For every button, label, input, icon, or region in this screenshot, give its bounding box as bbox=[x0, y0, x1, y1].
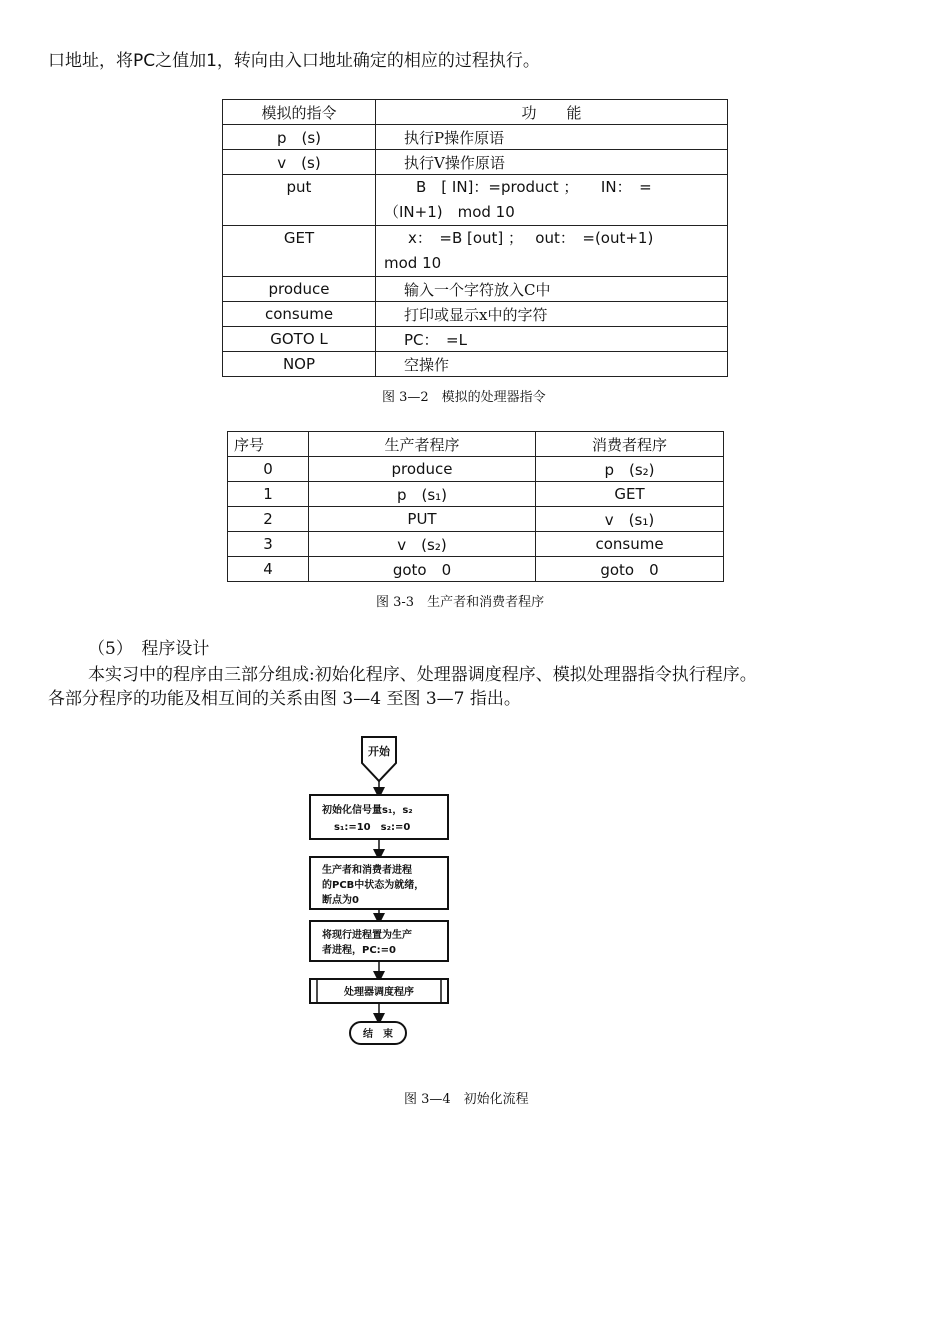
header-cell: 生产者程序 bbox=[309, 432, 536, 457]
table-row bbox=[223, 175, 728, 226]
desc-line: mod 10 bbox=[384, 254, 442, 272]
producer-cell: goto 0 bbox=[309, 557, 536, 582]
cmd-cell: GET bbox=[223, 226, 376, 277]
pcb-init-box bbox=[310, 857, 448, 909]
index-cell: 2 bbox=[228, 507, 309, 532]
end-label: 结 束 bbox=[363, 1029, 393, 1040]
header-cell: 序号 bbox=[228, 432, 309, 457]
table-row bbox=[228, 482, 724, 507]
table-row bbox=[223, 125, 728, 150]
header-cell: 消费者程序 bbox=[536, 432, 724, 457]
table-row bbox=[223, 277, 728, 302]
init-semaphore-box bbox=[310, 795, 448, 839]
producer-cell: produce bbox=[309, 457, 536, 482]
current-process-box bbox=[310, 921, 448, 961]
consumer-cell: consume bbox=[536, 532, 724, 557]
table-row bbox=[228, 532, 724, 557]
cmd-cell: NOP bbox=[223, 352, 376, 377]
desc-cell: 执行P操作原语 bbox=[376, 125, 728, 150]
paragraph-line: 本实习中的程序由三部分组成:初始化程序、处理器调度程序、模拟处理器指令执行程序。 bbox=[88, 665, 757, 685]
cmd-cell: GOTO L bbox=[223, 327, 376, 352]
desc-line: （IN+1) mod 10 bbox=[384, 203, 515, 221]
desc-cell: 执行V操作原语 bbox=[376, 150, 728, 175]
table-row bbox=[223, 327, 728, 352]
table-row bbox=[223, 302, 728, 327]
index-cell: 3 bbox=[228, 532, 309, 557]
cmd-cell: p (s) bbox=[223, 125, 376, 150]
table-header-row bbox=[223, 100, 728, 125]
producer-cell: PUT bbox=[309, 507, 536, 532]
box-text: 生产者和消费者进程 bbox=[322, 865, 412, 876]
desc-line: x： =B [out] ； out： =(out+1) bbox=[408, 229, 654, 247]
cmd-cell: consume bbox=[223, 302, 376, 327]
header-cell: 功 能 bbox=[376, 100, 728, 125]
producer-consumer-table bbox=[227, 431, 724, 582]
consumer-cell: goto 0 bbox=[536, 557, 724, 582]
paragraph-line: 各部分程序的功能及相互间的关系由图 3—4 至图 3—7 指出。 bbox=[48, 689, 521, 709]
desc-cell: 输入一个字符放入C中 bbox=[376, 277, 728, 302]
index-cell: 1 bbox=[228, 482, 309, 507]
table-row bbox=[228, 557, 724, 582]
desc-cell: 空操作 bbox=[376, 352, 728, 377]
cmd-cell: put bbox=[223, 175, 376, 226]
table-header-row bbox=[228, 432, 724, 457]
init-flowchart bbox=[300, 733, 460, 1049]
intro-line: 口地址，将PC之值加1，转向由入口地址确定的相应的过程执行。 bbox=[48, 51, 540, 71]
desc-cell bbox=[376, 175, 728, 226]
desc-line: B [ IN]：=product ； IN： = bbox=[416, 178, 652, 196]
consumer-cell: p (s₂) bbox=[536, 457, 724, 482]
table-row bbox=[228, 457, 724, 482]
consumer-cell: GET bbox=[536, 482, 724, 507]
cmd-cell: v (s) bbox=[223, 150, 376, 175]
box-text: 者进程，PC:=0 bbox=[322, 945, 397, 956]
scheduler-box bbox=[310, 979, 448, 1003]
start-label: 开始 bbox=[368, 745, 390, 758]
box-text: 的PCB中状态为就绪， bbox=[322, 880, 425, 891]
desc-cell bbox=[376, 226, 728, 277]
table1-caption: 图 3—2 模拟的处理器指令 bbox=[382, 390, 546, 405]
table-row bbox=[228, 507, 724, 532]
instruction-table bbox=[222, 99, 728, 377]
table-row bbox=[223, 150, 728, 175]
table2-caption: 图 3-3 生产者和消费者程序 bbox=[376, 595, 545, 610]
producer-cell: v (s₂) bbox=[309, 532, 536, 557]
index-cell: 4 bbox=[228, 557, 309, 582]
box-text: s₁:=10 s₂:=0 bbox=[334, 822, 411, 833]
box-text: 处理器调度程序 bbox=[344, 987, 414, 998]
index-cell: 0 bbox=[228, 457, 309, 482]
table-row bbox=[223, 352, 728, 377]
desc-cell: PC： =L bbox=[376, 327, 728, 352]
section-title: （5） 程序设计 bbox=[88, 639, 210, 659]
cmd-cell: produce bbox=[223, 277, 376, 302]
box-text: 将现行进程置为生产 bbox=[322, 930, 412, 941]
flowchart-caption: 图 3—4 初始化流程 bbox=[404, 1092, 529, 1107]
header-cell: 模拟的指令 bbox=[223, 100, 376, 125]
box-text: 断点为0 bbox=[322, 895, 359, 906]
end-node bbox=[350, 1022, 406, 1044]
box-text: 初始化信号量s₁，s₂ bbox=[322, 805, 413, 816]
start-node bbox=[362, 737, 396, 781]
producer-cell: p (s₁) bbox=[309, 482, 536, 507]
consumer-cell: v (s₁) bbox=[536, 507, 724, 532]
table-row bbox=[223, 226, 728, 277]
desc-cell: 打印或显示x中的字符 bbox=[376, 302, 728, 327]
